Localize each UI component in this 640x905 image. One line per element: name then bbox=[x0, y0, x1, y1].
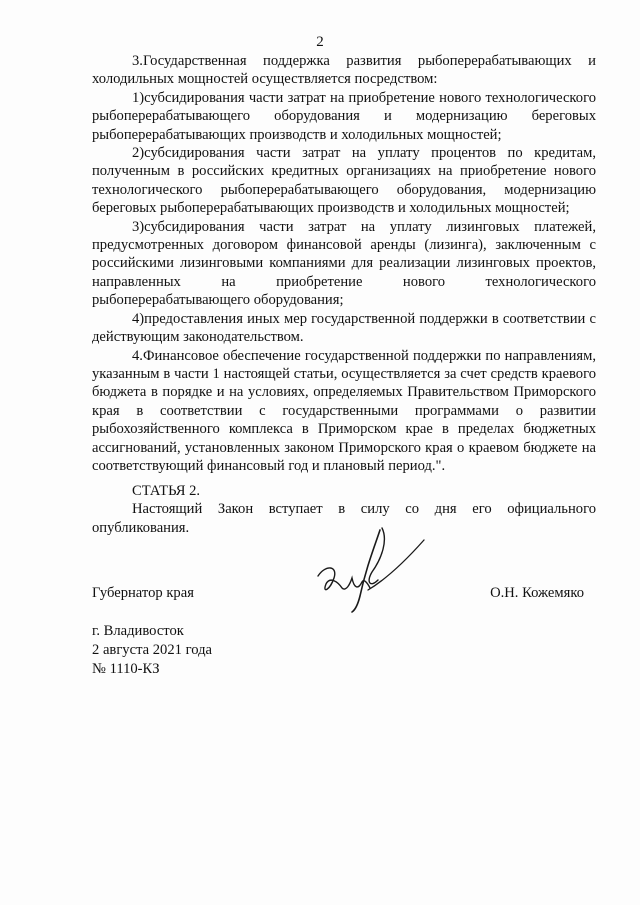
paragraph-part-4: 4.Финансовое обеспечение государственной поддержки по направлениям, указанным в части 1 настоящей статьи, осуществляется за счет средств краевого бюджета в порядке и на условиях, определяемых Правительством Приморского края в соответствии с государственными программами о развитии рыбохозяйственного комплекса в Приморском крае в пределах бюджетных ассигнований, установленных законом Приморского края о краевом бюджете на соответствующий финансовый год и плановый период.". bbox=[92, 347, 596, 474]
paragraph-item-2: 2)субсидирования части затрат на уплату процентов по кредитам, полученным в российских кредитных организациях на приобретение нового технологического рыбоперерабатывающего оборудования, модернизацию береговых рыбоперерабатывающих производств и холодильных мощностей; bbox=[92, 145, 596, 217]
footer-number: № 1110-КЗ bbox=[92, 661, 160, 677]
paragraph-item-3: 3)субсидирования части затрат на уплату лизинговых платежей, предусмотренных договором финансовой аренды (лизинга), заключенным с российскими лизинговыми компаниями для реализации лизинговых проектов, направленных на приобретение нового технологического рыбоперерабатывающего оборудования; bbox=[92, 218, 596, 309]
signer-title: Губернатор края bbox=[92, 585, 194, 601]
paragraph-item-4: 4)предоставления иных мер государственной поддержки в соответствии с действующим законодательством. bbox=[92, 310, 596, 346]
signature-image bbox=[308, 518, 428, 618]
page-number: 2 bbox=[316, 34, 324, 50]
footer-block bbox=[92, 622, 212, 679]
main-text bbox=[92, 52, 596, 475]
article-2-text: Настоящий Закон вступает в силу со дня его официального опубликования. bbox=[92, 501, 596, 536]
signer-name: О.Н. Кожемяко bbox=[490, 585, 584, 601]
footer-city: г. Владивосток bbox=[92, 623, 184, 639]
article-2-heading: СТАТЬЯ 2. bbox=[132, 483, 201, 499]
paragraph-part-3: 3.Государственная поддержка развития рыбоперерабатывающих и холодильных мощностей осуществляется посредством: bbox=[92, 53, 596, 88]
footer-date: 2 августа 2021 года bbox=[92, 642, 212, 658]
paragraph-item-1: 1)субсидирования части затрат на приобретение нового технологического рыбоперерабатывающего оборудования и модернизацию береговых рыбоперерабатывающих производств и холодильных мощностей; bbox=[92, 89, 596, 143]
